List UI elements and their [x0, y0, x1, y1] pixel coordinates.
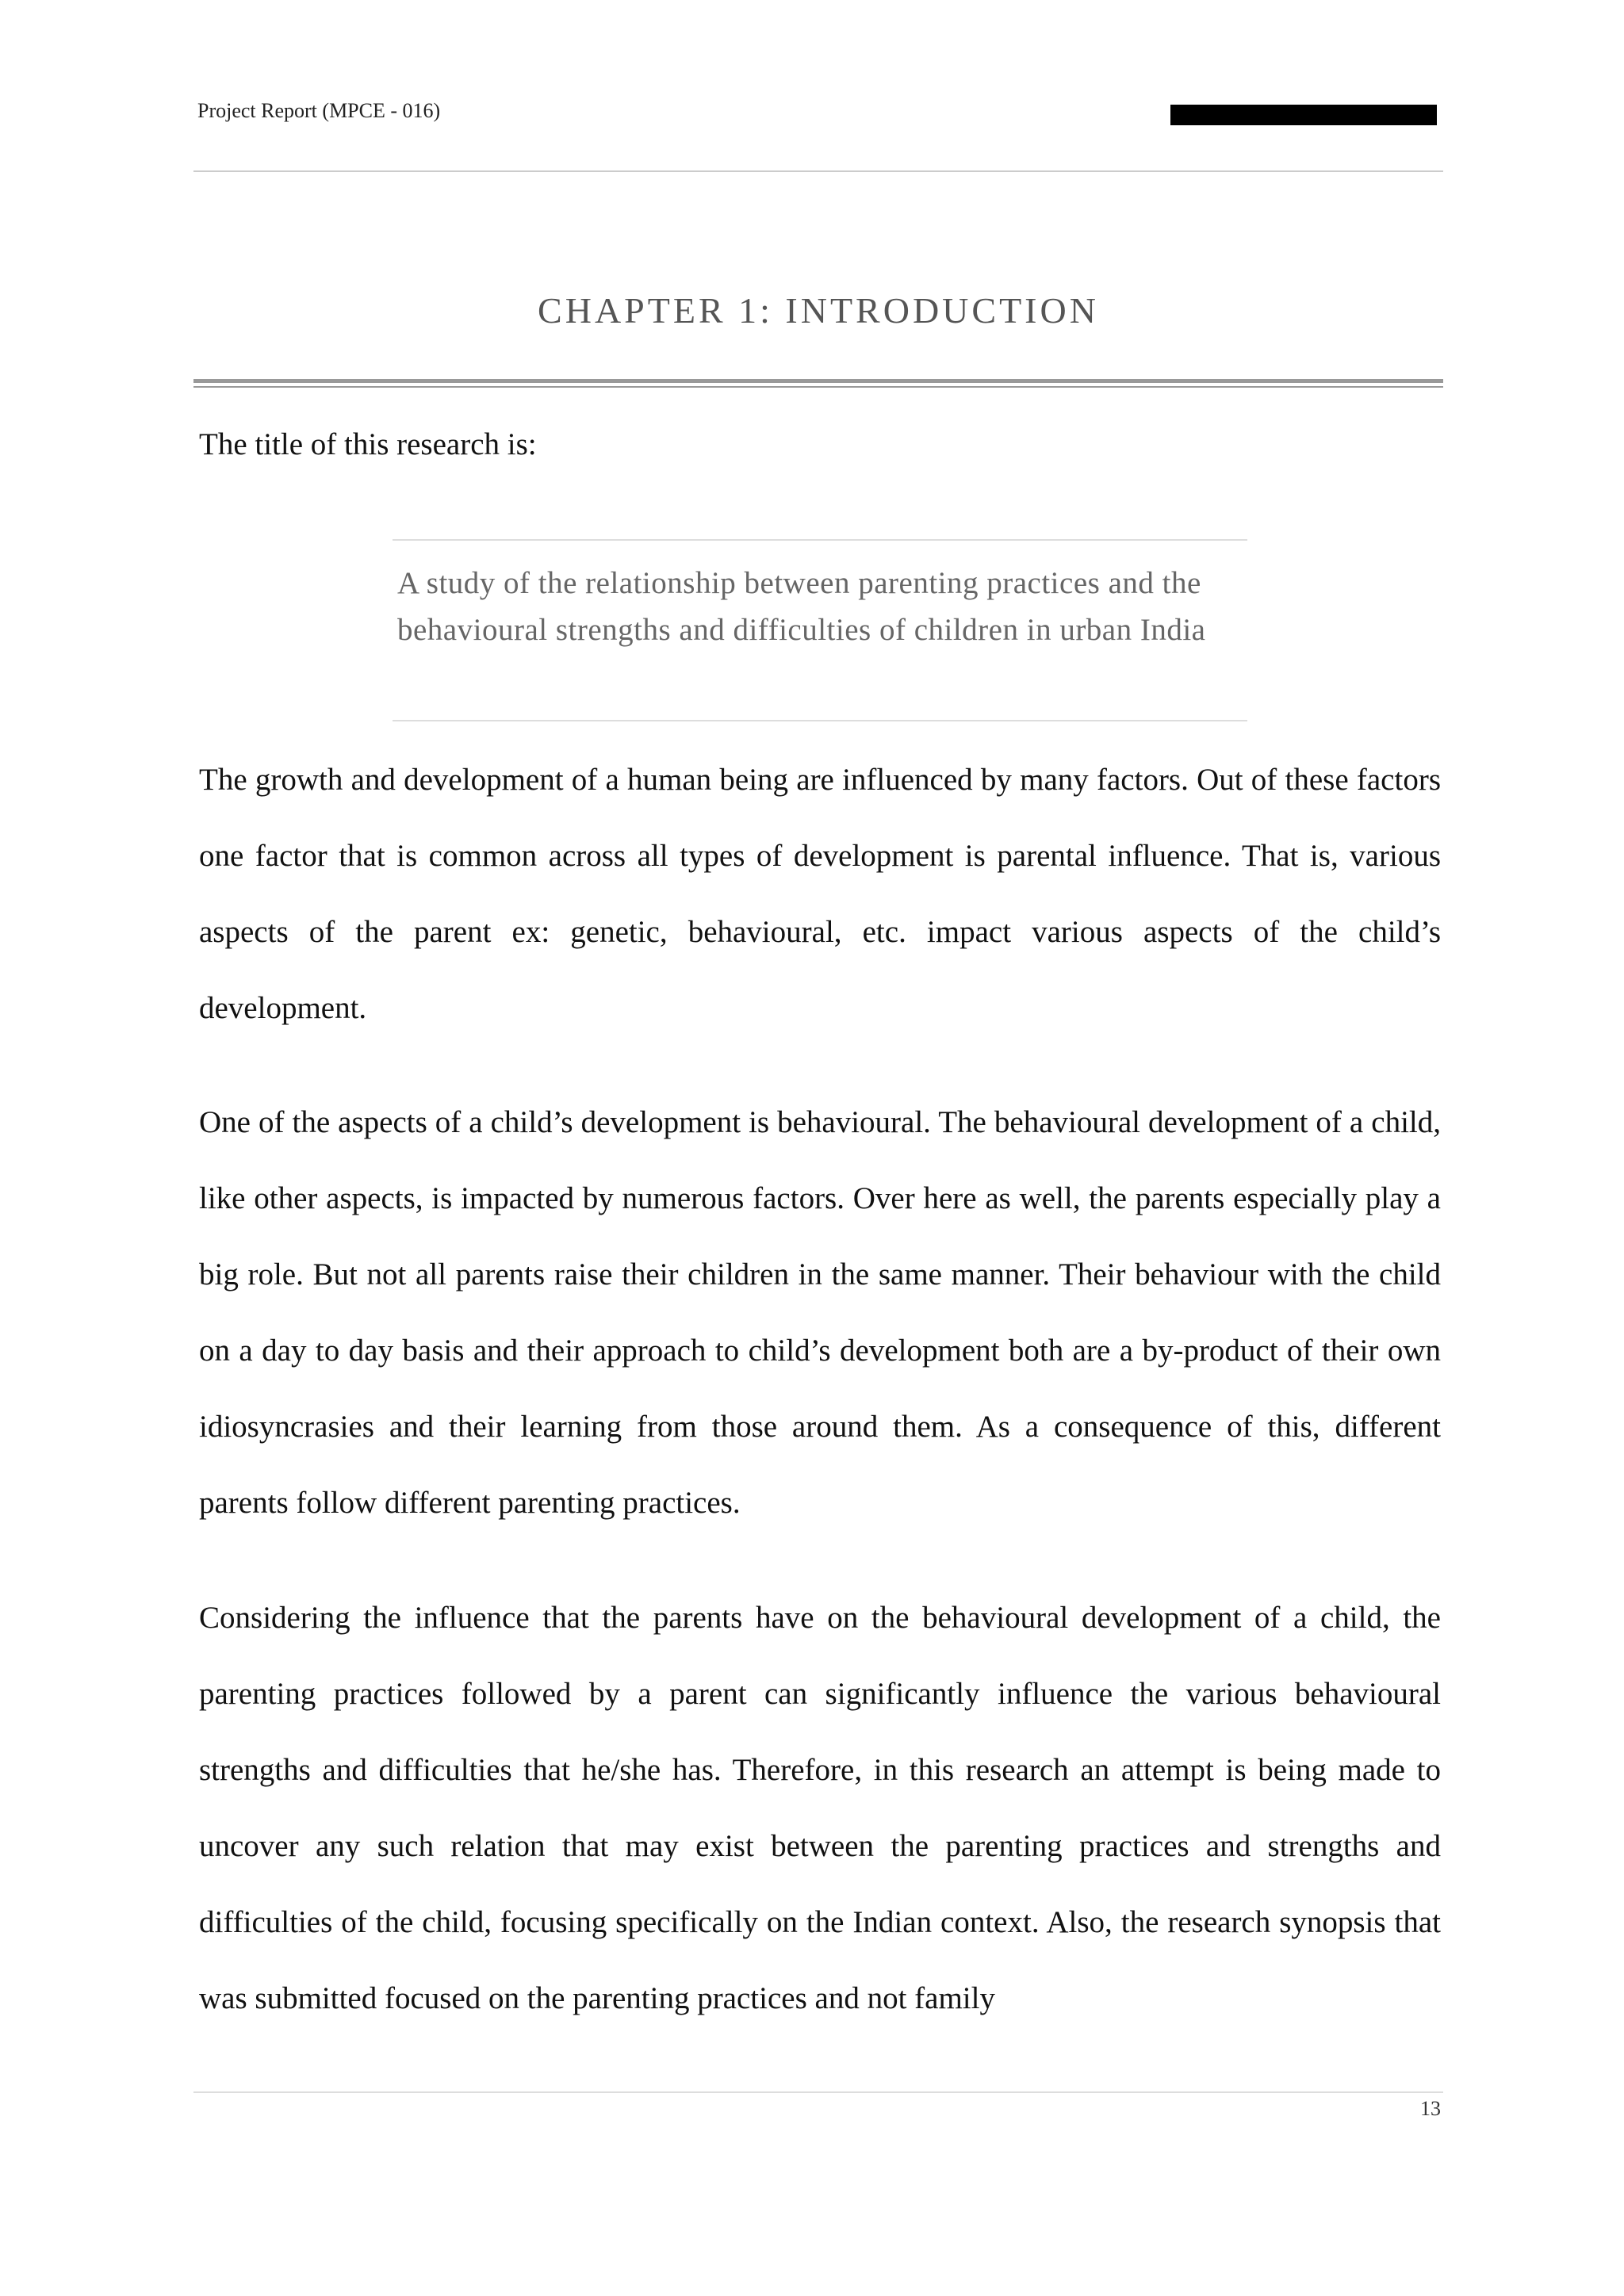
paragraph-1: The growth and development of a human being are influenced by many factors. Out of these factors one factor that is common across all types of development is parental influence. That is, various aspects of the parent ex: genetic, behavioural, etc. impact various aspects of the child’s development. — [199, 763, 1441, 1025]
intro-line: The title of this research is: — [199, 427, 537, 461]
chapter-divider-thick — [193, 379, 1443, 383]
header-divider — [193, 170, 1443, 172]
research-title-box — [393, 539, 1247, 721]
chapter-divider-thin — [193, 386, 1443, 388]
chapter-title: CHAPTER 1: INTRODUCTION — [538, 290, 1099, 331]
paragraph-2: One of the aspects of a child’s development is behavioural. The behavioural development of a child, like other aspects, is impacted by numerous factors. Over here as well, the parents especially play a big role. But not all parents raise their children in the same manner. Their behaviour with the child on a day to day basis and their approach to child’s development both are a by-product of their own idiosyncrasies and their learning from those around them. As a consequence of this, different parents follow different parenting practices. — [199, 1105, 1441, 1520]
research-title: A study of the relationship between parenting practices and the behavioural strengths and difficulties of children in urban India — [397, 566, 1206, 647]
page-header — [197, 95, 1439, 127]
header-title: Project Report (MPCE - 016) — [197, 99, 441, 122]
footer-divider — [193, 2091, 1443, 2093]
page-number: 13 — [1420, 2097, 1441, 2120]
redacted-bar — [1170, 105, 1437, 125]
paragraph-3: Considering the influence that the parents have on the behavioural development of a child, the parenting practices followed by a parent can significantly influence the various behavioural strengths and difficulties that he/she has. Therefore, in this research an attempt is being made to uncover any such relation that may exist between the parenting practices and strengths and difficulties of the child, focusing specifically on the Indian context. Also, the research synopsis that was submitted focused on the parenting practices and not family — [199, 1601, 1441, 2015]
